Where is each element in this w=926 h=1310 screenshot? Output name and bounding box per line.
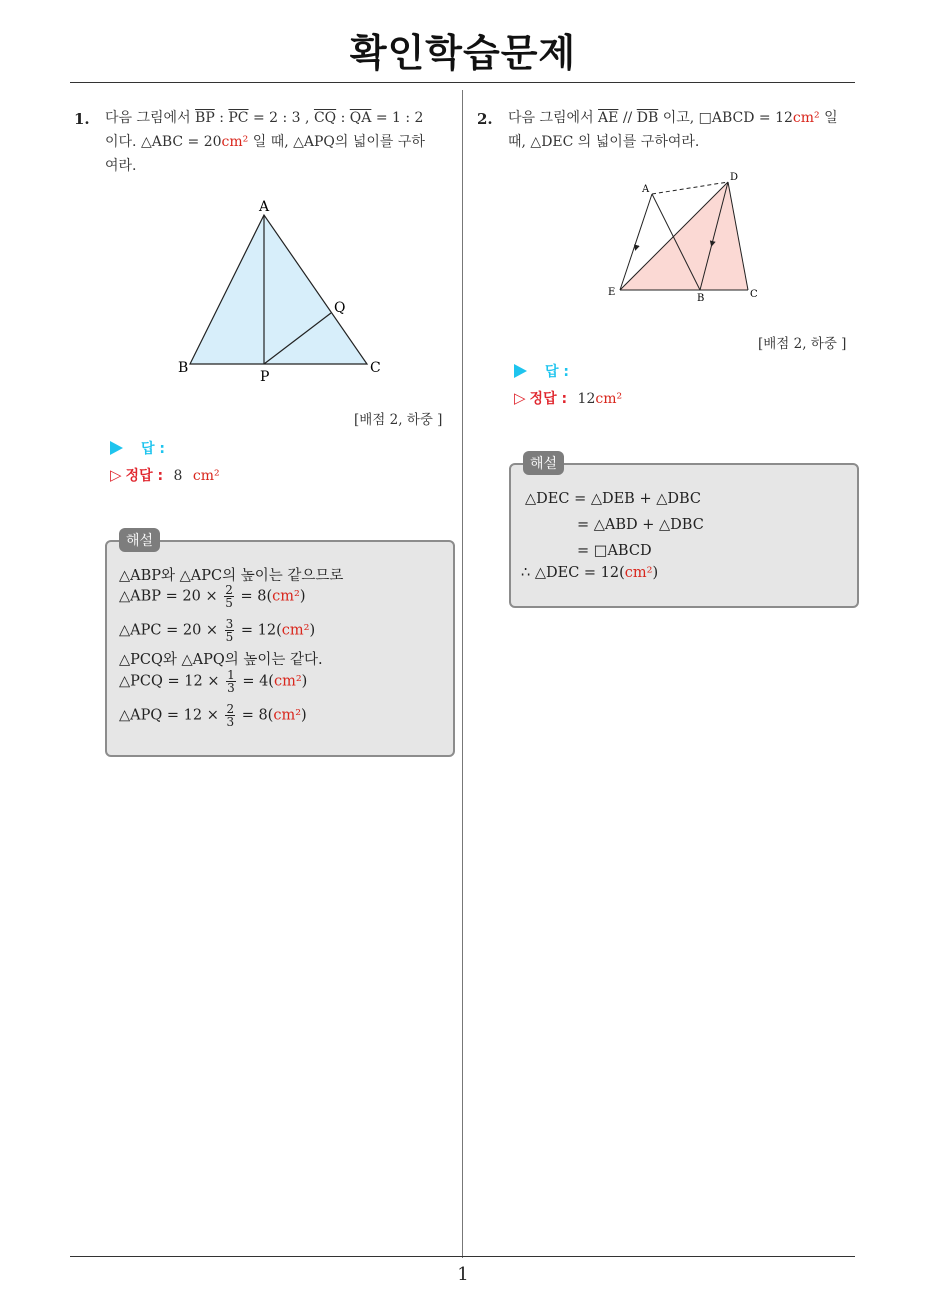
problem-1-triangle-figure [170,195,400,390]
problem-1-number: 1. [74,110,90,128]
solution-1-line-3: △APC = 20 × $\frac{3}{5}$ = 12(cm²) [119,617,316,644]
footer-divider [70,1256,855,1257]
problem-2-line-2: 때, △DEC 의 넓이를 구하여라. [508,134,700,150]
problem-2-answer-row[interactable] [514,361,569,381]
correct-label: 정답 : [125,468,164,484]
answer-label: 답 : [141,441,165,457]
triangle-dec-fill [620,182,748,290]
solution-tag-1: 해설 [119,528,160,552]
correct-unit: cm² [595,391,623,407]
problem-1-line-3: 여라. [105,158,137,174]
solution-2-line-1: △DEC = △DEB + △DBC [525,491,702,507]
solution-2-line-4: ∴ △DEC = 12(cm²) [521,565,659,581]
triangle-abc [190,215,367,364]
label-a: A [259,199,270,215]
problem-1-text [105,106,460,178]
problem-2-score: [배점 2, 하중 ] [758,336,847,352]
problem-2-correct-answer [514,388,622,408]
problem-2-text [508,106,860,154]
fraction-3-5: $\frac{3}{5}$ [225,617,234,644]
problem-2-number: 2. [477,110,493,128]
label-b: B [697,293,705,304]
problem-2-solution-box [509,463,859,608]
solution-1-line-5: △PCQ = 12 × $\frac{1}{3}$ = 4(cm²) [119,668,308,695]
problem-1-line-2: 이다. △ABC = 20cm² 일 때, △APQ의 넓이를 구하 [105,134,425,150]
play-triangle-icon [110,441,123,455]
column-divider [462,90,463,1258]
fraction-2-5: $\frac{2}{5}$ [225,583,233,610]
label-e: E [608,287,616,298]
problem-1-answer-row[interactable] [110,438,165,458]
solution-2-line-3: = □ABCD [577,543,652,559]
outline-triangle-icon: ▷ [514,389,526,407]
label-q: Q [334,300,346,316]
correct-unit: cm² [192,468,220,484]
label-a: A [642,184,650,195]
solution-1-line-1: △ABP와 △APC의 높이는 같으므로 [119,568,344,584]
page-title: 확인학습문제 [349,31,577,75]
problem-1-score: [배점 2, 하중 ] [354,412,443,428]
label-c: C [370,360,381,376]
label-b: B [178,360,189,376]
solution-2-line-2: = △ABD + △DBC [577,517,704,533]
solution-1-line-4: △PCQ와 △APQ의 높이는 같다. [119,652,323,668]
problem-1-line-1: 다음 그림에서 $\overline{BP}$ : $\overline{PC} = 2$ : 3 , $\overline{CQ}$ : $\overline{QA} = 1$ : 2 [105,110,424,126]
correct-label: 정답 : [529,391,568,407]
label-p: P [260,369,270,385]
problem-2-line-1: 다음 그림에서 $\overline{AE} // \overline{DB}$ 이고, □ABCD = 12cm² 일 [508,110,838,126]
solution-1-line-2: △ABP = 20 × $\frac{2}{5}$ = 8(cm²) [119,583,306,610]
answer-label: 답 : [545,364,569,380]
page-number: 1 [457,1264,469,1285]
label-c: C [750,289,758,300]
problem-1-correct-answer [110,465,220,485]
correct-value: 8 [173,468,183,484]
solution-1-line-6: △APQ = 12 × $\frac{2}{3}$ = 8(cm²) [119,702,307,729]
outline-triangle-icon: ▷ [110,466,122,484]
label-d: D [730,172,739,183]
title-divider [70,82,855,83]
fraction-2-3: $\frac{2}{3}$ [226,702,235,729]
fraction-1-3: $\frac{1}{3}$ [227,668,235,695]
correct-value: 12 [577,391,596,407]
segment-ad [652,182,728,194]
play-triangle-icon [514,364,527,378]
problem-2-quadrilateral-figure [600,168,770,308]
problem-1-solution-box [105,540,455,757]
solution-tag-2: 해설 [523,451,564,475]
